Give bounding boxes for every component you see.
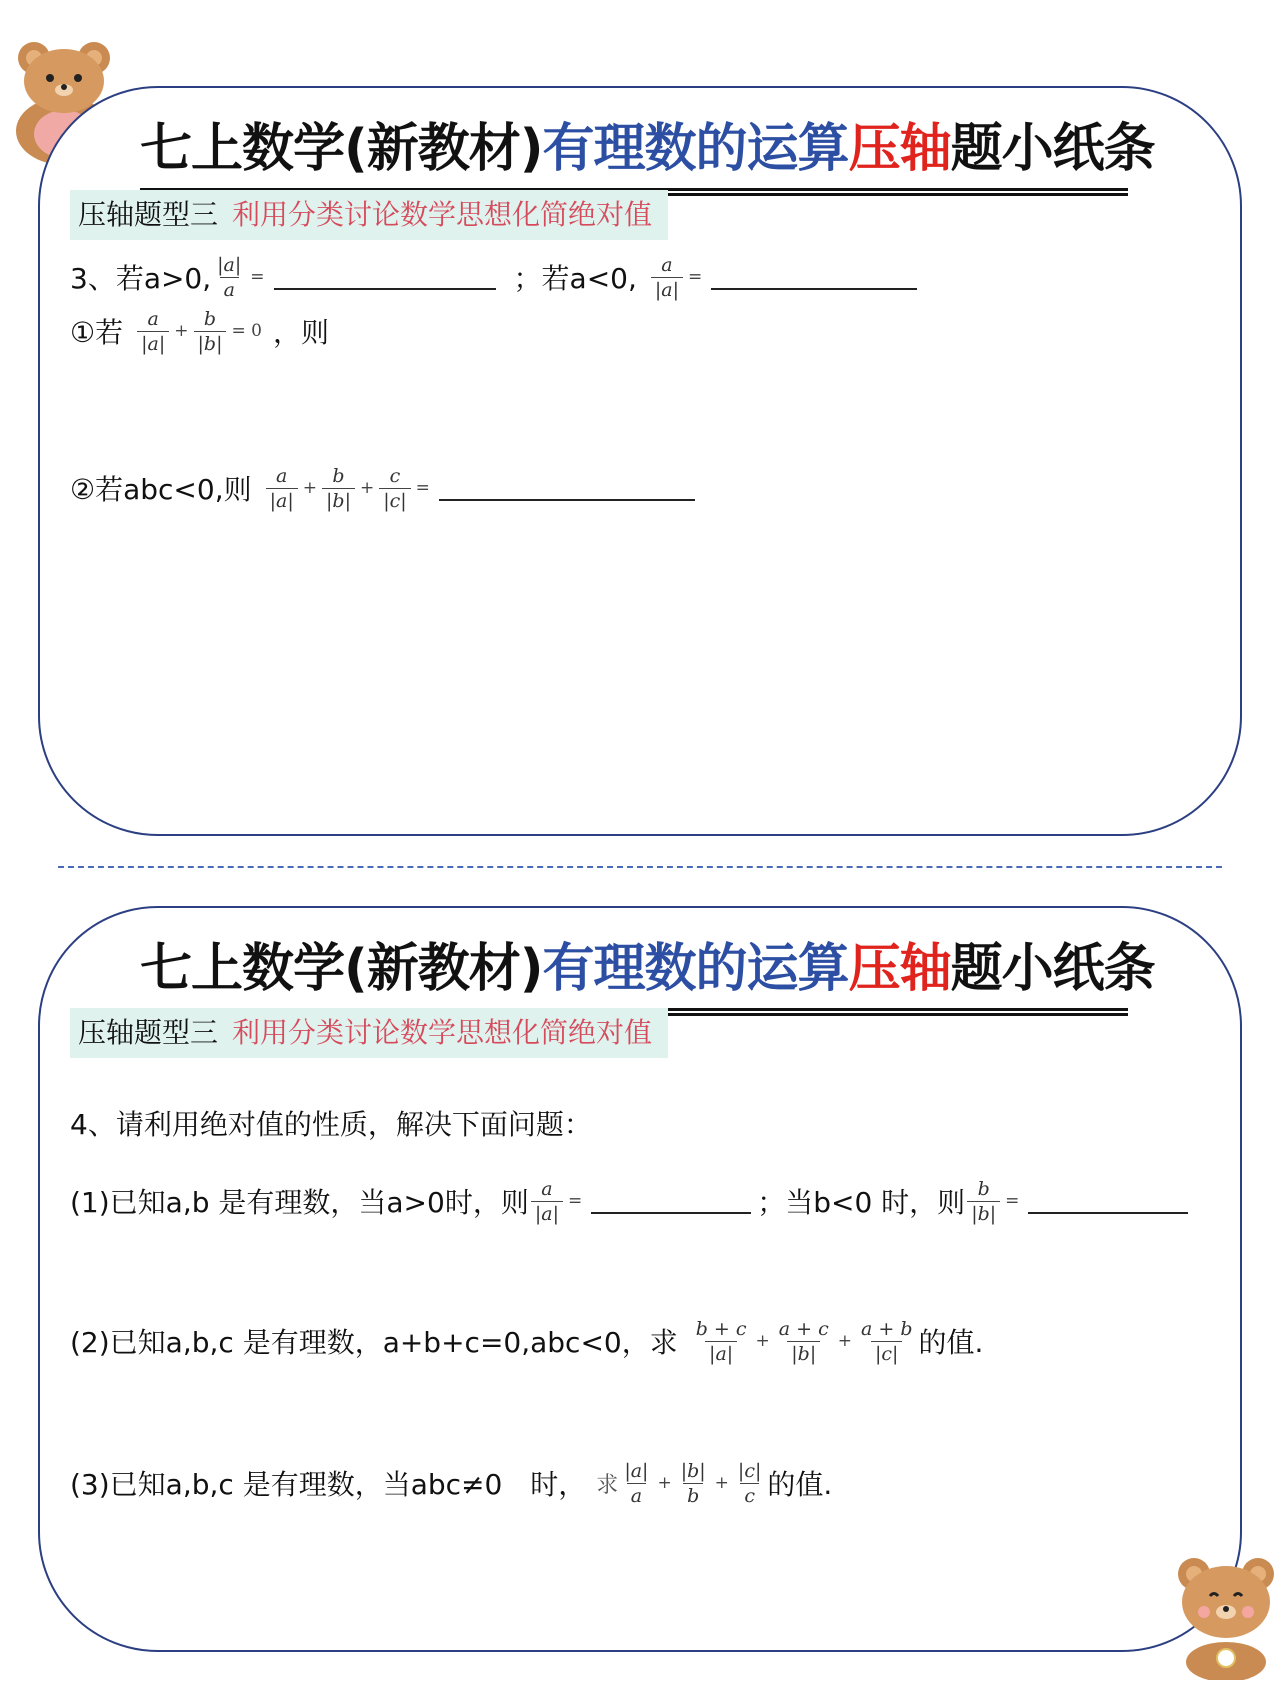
q3-separator: ；若a<0,	[513, 262, 637, 295]
denominator: |b|	[787, 1341, 820, 1366]
teddy-bear-icon	[1166, 1550, 1280, 1680]
numerator: a	[661, 253, 673, 276]
numerator: |a|	[217, 253, 242, 276]
dashed-divider	[58, 866, 1222, 868]
answer-blank[interactable]	[274, 264, 496, 290]
denominator: |a|	[137, 331, 169, 356]
card-title	[140, 930, 1155, 1011]
title-part: 七上数学(新教材)	[140, 939, 543, 999]
q4-text: 4、请利用绝对值的性质，解决下面问题：	[70, 1108, 592, 1141]
tag-label: 压轴题型三	[78, 198, 219, 231]
q4-2-suffix: 的值.	[918, 1326, 984, 1359]
denominator: |b|	[967, 1201, 1000, 1226]
numerator: a	[147, 307, 159, 330]
fraction	[692, 1317, 751, 1366]
numerator: a	[276, 464, 288, 487]
note-card-2	[38, 906, 1242, 1652]
numerator: a + c	[778, 1317, 829, 1340]
fraction	[857, 1317, 917, 1366]
topic-tag	[70, 1008, 668, 1058]
q4-1-middle: ；当b<0 时，则	[757, 1186, 966, 1219]
fraction	[322, 464, 355, 513]
fraction	[734, 1459, 765, 1508]
question-3-2	[70, 453, 701, 523]
fraction	[967, 1177, 1000, 1226]
question-4-3	[70, 1448, 832, 1518]
numerator: b	[332, 464, 345, 487]
fraction	[379, 464, 410, 513]
fraction	[651, 253, 683, 302]
numerator: |b|	[680, 1459, 706, 1482]
answer-blank[interactable]	[591, 1188, 751, 1214]
qiu-label: 求	[596, 1472, 619, 1498]
q3-2-prefix: ②若abc<0,则	[70, 473, 252, 506]
q3-prefix: 3、若a>0,	[70, 262, 212, 295]
fraction	[213, 253, 245, 302]
equals-sign: =	[415, 478, 430, 498]
question-4-2	[70, 1306, 983, 1376]
plus-sign: +	[755, 1331, 770, 1351]
tag-label: 压轴题型三	[78, 1016, 219, 1049]
denominator: |b|	[322, 488, 355, 513]
equals-zero: = 0	[231, 321, 262, 341]
equals-sign: =	[567, 1191, 583, 1211]
plus-sign: +	[657, 1473, 672, 1493]
fraction	[266, 464, 298, 513]
tag-topic: 利用分类讨论数学思想化简绝对值	[232, 1016, 653, 1049]
fraction	[620, 1459, 652, 1508]
question-3-1	[70, 296, 329, 366]
denominator: |c|	[379, 488, 410, 513]
denominator: a	[627, 1483, 646, 1508]
numerator: b	[977, 1177, 990, 1200]
denominator: |a|	[531, 1201, 563, 1226]
tag-topic: 利用分类讨论数学思想化简绝对值	[232, 198, 653, 231]
q4-2-prefix: (2)已知a,b,c 是有理数，a+b+c=0,abc<0，求	[70, 1326, 678, 1359]
numerator: a	[541, 1177, 553, 1200]
denominator: |a|	[266, 488, 298, 513]
q3-1-suffix: ，则	[272, 316, 329, 349]
denominator: c	[740, 1483, 759, 1508]
equals-sign: =	[250, 267, 265, 287]
numerator: |c|	[737, 1459, 762, 1482]
q4-1-prefix: (1)已知a,b 是有理数，当a>0时，则	[70, 1186, 529, 1219]
topic-tag	[70, 190, 668, 240]
answer-blank[interactable]	[711, 264, 917, 290]
fraction	[531, 1177, 563, 1226]
plus-sign: +	[174, 321, 189, 341]
card-title	[140, 110, 1155, 191]
q4-3-prefix: (3)已知a,b,c 是有理数，当abc≠0 时，	[70, 1468, 587, 1501]
question-4-1	[70, 1166, 1194, 1236]
denominator: |c|	[871, 1341, 902, 1366]
plus-sign: +	[302, 478, 317, 498]
title-part: 有理数的运算	[542, 939, 849, 999]
plus-sign: +	[359, 478, 375, 498]
fraction	[775, 1317, 833, 1366]
q4-3-suffix: 的值.	[767, 1468, 833, 1501]
answer-blank[interactable]	[1028, 1188, 1188, 1214]
title-part: 有理数的运算	[542, 119, 849, 179]
equals-sign: =	[688, 267, 703, 287]
title-part: 七上数学(新教材)	[140, 119, 543, 179]
question-4	[70, 1088, 592, 1158]
fraction	[194, 307, 227, 356]
denominator: |a|	[705, 1341, 737, 1366]
numerator: c	[389, 464, 401, 487]
title-part: 压轴	[848, 939, 951, 999]
denominator: b	[683, 1483, 703, 1508]
denominator: a	[220, 277, 239, 302]
equals-sign: =	[1005, 1191, 1020, 1211]
note-card-1	[38, 86, 1242, 836]
answer-blank[interactable]	[439, 475, 695, 501]
q3-1-prefix: ①若	[70, 316, 124, 349]
denominator: |b|	[194, 331, 227, 356]
plus-sign: +	[837, 1331, 852, 1351]
fraction	[677, 1459, 710, 1508]
numerator: b	[203, 307, 217, 330]
plus-sign: +	[714, 1473, 729, 1493]
title-part: 题小纸条	[950, 939, 1155, 999]
numerator: |a|	[624, 1459, 649, 1482]
numerator: a + b	[861, 1317, 913, 1340]
numerator: b + c	[695, 1317, 747, 1340]
fraction	[137, 307, 169, 356]
title-part: 压轴	[848, 119, 951, 179]
denominator: |a|	[651, 277, 683, 302]
title-part: 题小纸条	[950, 119, 1155, 179]
